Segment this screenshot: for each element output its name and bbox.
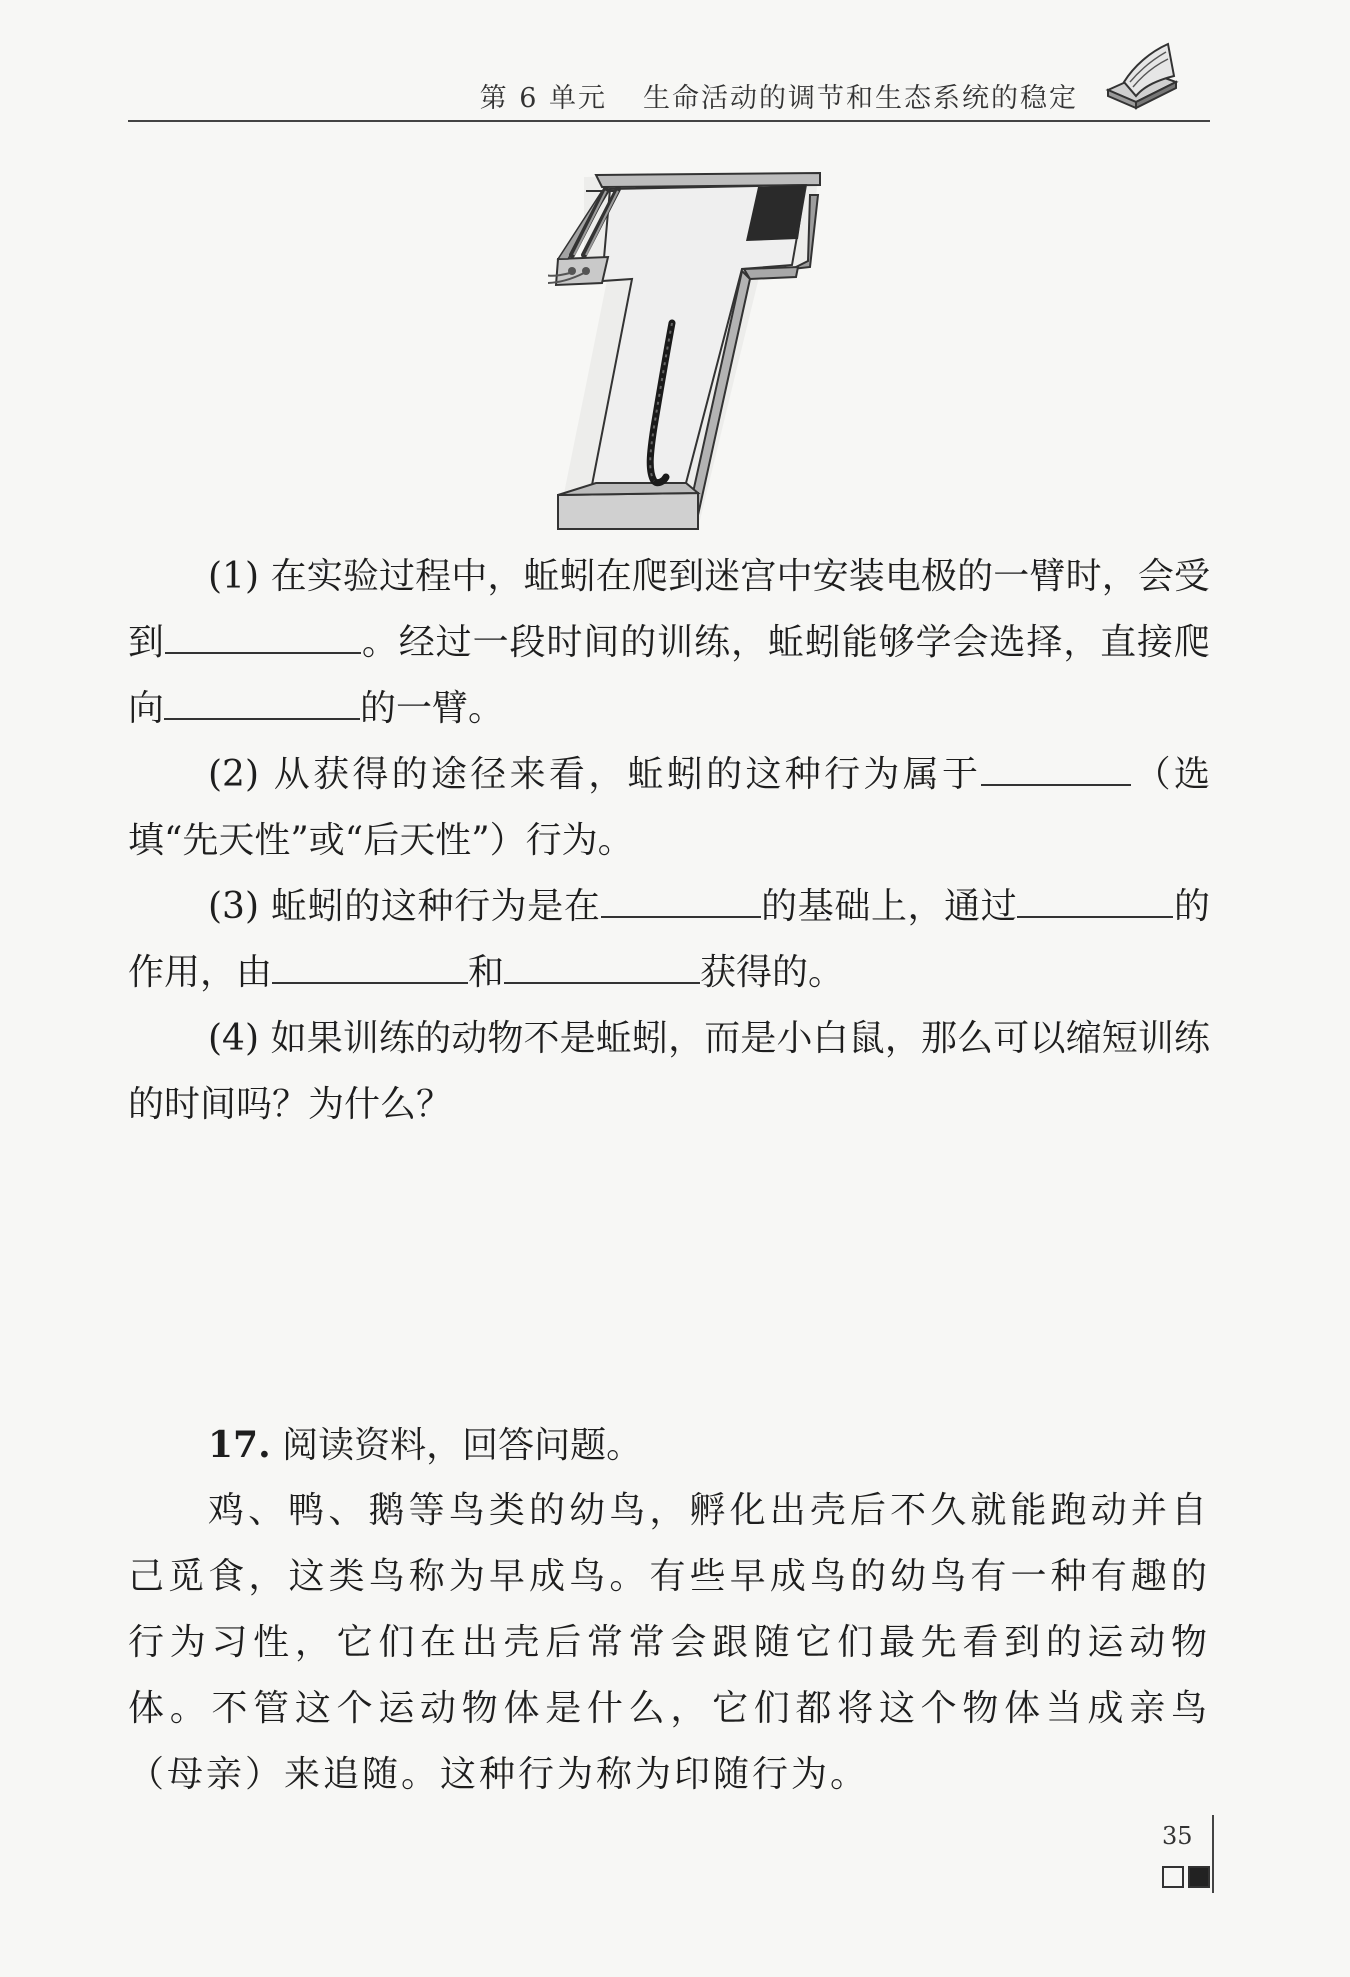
- question-3-text-a: 蚯蚓的这种行为是在: [259, 886, 601, 927]
- t-maze-illustration: [548, 165, 828, 530]
- question-4: [128, 1006, 1210, 1138]
- book-icon: [1102, 38, 1182, 118]
- answer-blank[interactable]: [164, 688, 360, 720]
- header-title: [480, 76, 1078, 115]
- question-1-text-a: 在实验过程中，蚯蚓在爬到迷宫中安装电极的一臂时，会受到: [128, 556, 1210, 663]
- question-3-text-c: 的作用，由: [128, 886, 1210, 993]
- header-divider: [128, 120, 1210, 122]
- question-3-text-d: 和: [468, 952, 505, 993]
- question-2-text-a: 从获得的途径来看，蚯蚓的这种行为属于: [259, 754, 982, 795]
- question-3-text-e: 获得的。: [700, 952, 845, 993]
- question-4-number: (4): [208, 1018, 259, 1059]
- question-1-number: (1): [208, 556, 259, 597]
- answer-blank[interactable]: [272, 952, 468, 984]
- question-1-text-c: 的一臂。: [360, 688, 505, 729]
- answer-blank[interactable]: [1017, 886, 1173, 918]
- question-3-number: (3): [208, 886, 259, 927]
- question-1: [128, 544, 1210, 742]
- question-2-text-b: （选填“先天性”或“后天性”）行为。: [128, 754, 1210, 861]
- page-number: 35: [1162, 1822, 1193, 1850]
- reading-passage: 鸡、鸭、鹅等鸟类的幼鸟，孵化出壳后不久就能跑动并自己觅食，这类鸟称为早成鸟。有些早成鸟的幼鸟有一种有趣的行为习性，它们在出壳后常常会跟随它们最先看到的运动物体。不管这个运动物体是什么，它们都将这个物体当成亲鸟（母亲）来追随。这种行为称为印随行为。: [128, 1490, 1210, 1795]
- answer-blank[interactable]: [601, 886, 761, 918]
- question-17-number: 17.: [208, 1424, 271, 1466]
- answer-blank[interactable]: [165, 622, 361, 654]
- question-17-heading: [128, 1412, 1210, 1479]
- filled-square-icon: [1188, 1866, 1210, 1888]
- question-3-text-b: 的基础上，通过: [760, 886, 1018, 927]
- question-2-number: (2): [208, 754, 259, 795]
- question-1-text-b: 。经过一段时间的训练，蚯蚓能够学会选择，直接爬向: [128, 622, 1210, 729]
- answer-blank[interactable]: [981, 754, 1131, 786]
- question-4-text: 如果训练的动物不是蚯蚓，而是小白鼠，那么可以缩短训练的时间吗？为什么？: [128, 1018, 1210, 1125]
- page-marker: [1162, 1866, 1214, 1888]
- unit-label: 第 6 单元: [479, 83, 607, 114]
- page-header: [128, 72, 1210, 122]
- question-3: [128, 874, 1210, 1006]
- empty-square-icon: [1162, 1866, 1184, 1888]
- question-17-title: 阅读资料，回答问题。: [270, 1425, 643, 1466]
- chapter-title: 生命活动的调节和生态系统的稳定: [643, 83, 1078, 114]
- question-2: [128, 742, 1210, 874]
- answer-blank[interactable]: [504, 952, 700, 984]
